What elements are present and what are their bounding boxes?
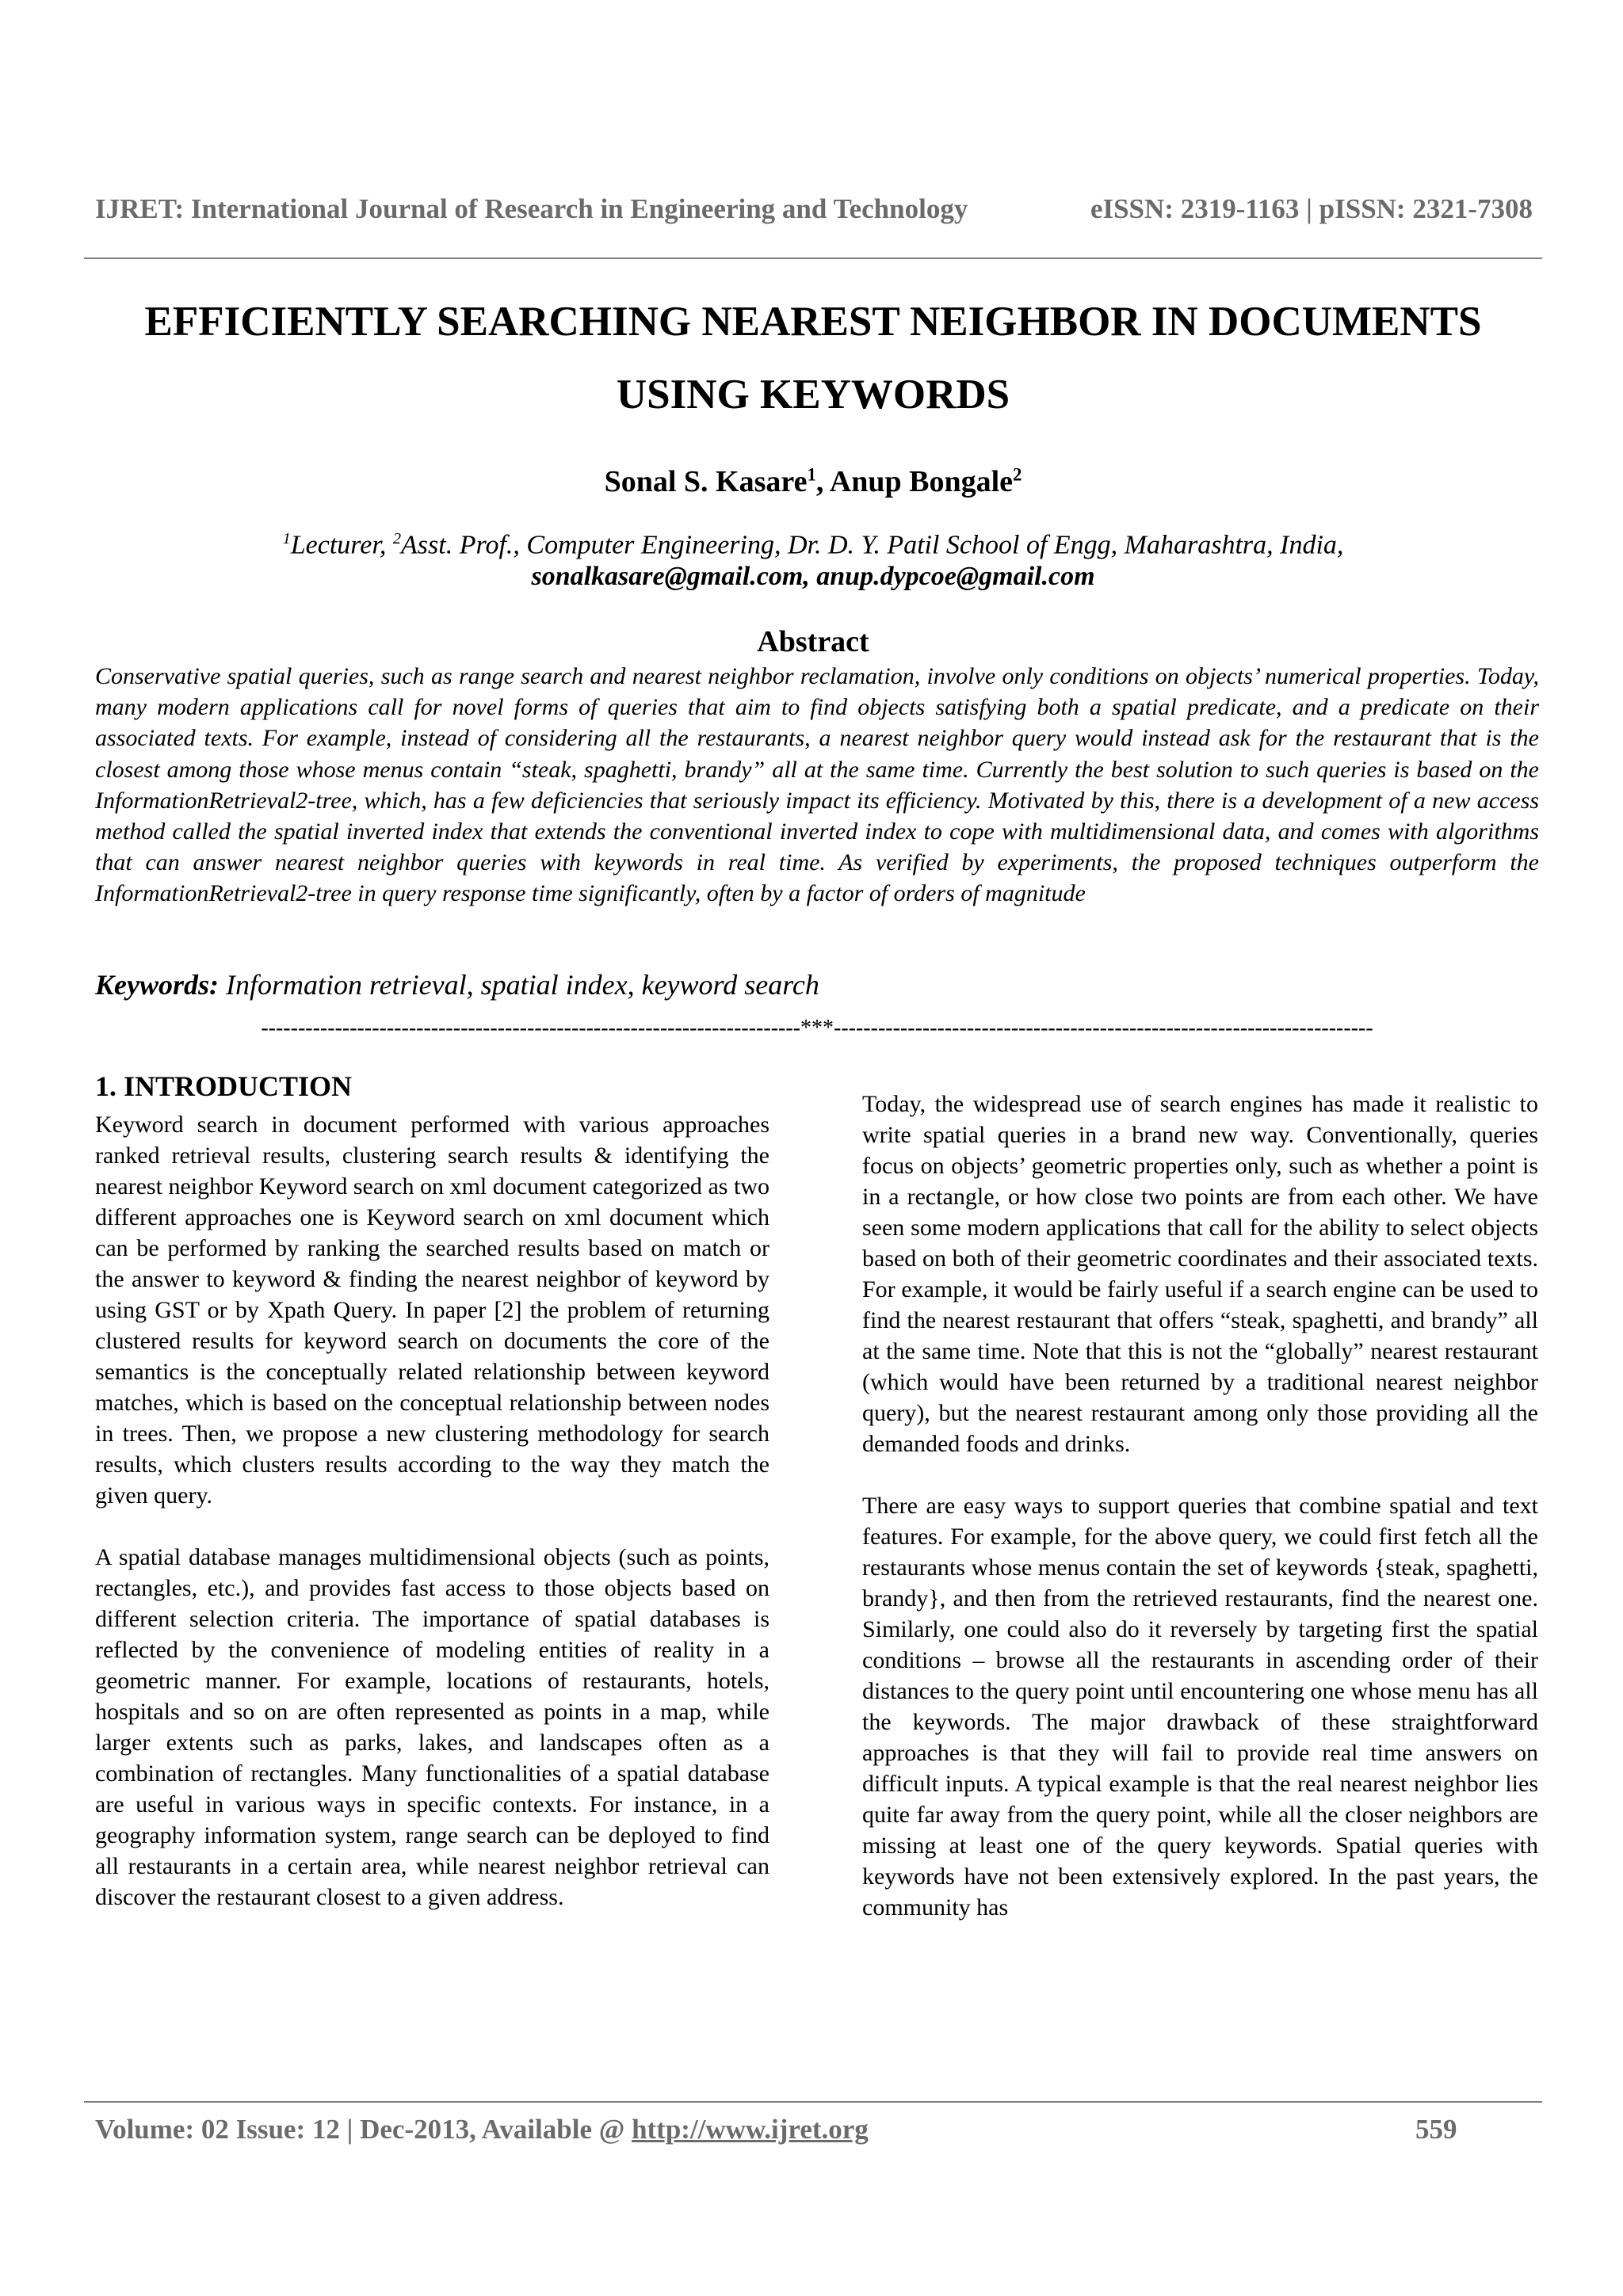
footer — [95, 2114, 869, 2145]
keywords — [95, 968, 1539, 1001]
journal-link[interactable]: http://www.ijret.org — [632, 2114, 869, 2145]
paragraph: Today, the widespread use of search engines has made it realistic to write spatial queries in a brand new way. Conventionally, queries focus on objects’ geometric properties only, such as whether a point is in a rectangle, or how close two points are from each other. We have seen some modern applications that call for the ability to select objects based on both of their geometric coordinates and their associated texts. For example, it would be fairly useful if a search engine can be used to find the nearest restaurant that offers “steak, spaghetti, and brandy” all at the same time. Note that this is not the “globally” nearest restaurant (which would have been returned by a traditional nearest neighbor query), but the nearest restaurant among only those providing all the demanded foods and drinks. — [862, 1091, 1538, 1457]
right-column — [862, 1089, 1538, 1923]
section-heading: 1. INTRODUCTION — [95, 1070, 353, 1102]
author-2-sup: 2 — [1013, 464, 1022, 485]
author-emails: sonalkasare@gmail.com, anup.dypcoe@gmail.com — [531, 562, 1095, 592]
issn: eISSN: 2319-1163 | pISSN: 2321-7308 — [1090, 193, 1533, 224]
author-separator: , — [815, 465, 830, 498]
paper-title — [84, 285, 1542, 431]
paragraph: Keyword search in document performed with various approaches ranked retrieval results, clustering search results & identifying the nearest neighbor Keyword search on xml document categorized as two different approaches one is Keyword search on xml document which can be performed by ranking the searched results based on match or the answer to keyword & finding the nearest neighbor of keyword by using GST or by Xpath Query. In paper [2] the problem of returning clustered results for keyword search on documents the core of the semantics is the conceptually related relationship between keyword matches, which is based on the conceptual relationship between nodes in trees. Then, we propose a new clustering methodology for search results, which clusters results according to the way they match the given query. — [95, 1112, 769, 1508]
affil-sup-1: 1 — [282, 530, 291, 547]
keywords-label: Keywords: — [95, 969, 219, 1001]
author-1: Sonal S. Kasare — [604, 465, 808, 498]
title-line-2: USING KEYWORDS — [616, 372, 1010, 418]
author-1-sup: 1 — [807, 464, 816, 485]
section-divider: -------------------------------------------------------------------------***------------------------------------------------------------------------- — [261, 1016, 1373, 1040]
keywords-text: Information retrieval, spatial index, keyword search — [219, 969, 819, 1001]
running-header — [95, 193, 1533, 225]
page-number: 559 — [1415, 2114, 1457, 2145]
paragraph: A spatial database manages multidimensional objects (such as points, rectangles, etc.), and provides fast access to those objects based on different selection criteria. The importance of spatial databases is reflected by the convenience of modeling entities of reality in a geometric manner. For example, locations of restaurants, hotels, hospitals and so on are often represented as points in a map, while larger extents such as parks, lakes, and landscapes often as a combination of rectangles. Many functionalities of a spatial database are useful in various ways in specific contexts. For instance, in a geography information system, range search can be deployed to find all restaurants in a certain area, while nearest neighbor retrieval can discover the restaurant closest to a given address. — [95, 1544, 769, 1910]
author-2: Anup Bongale — [829, 465, 1013, 498]
authors — [84, 464, 1542, 499]
affil-part-2: Asst. Prof., Computer Engineering, Dr. D. Y. Patil School of Engg, Maharashtra, India, — [401, 530, 1344, 560]
paragraph: There are easy ways to support queries that combine spatial and text features. For example, for the above query, we could first fetch all the restaurants whose menus contain the set of keywords {steak, spaghetti, brandy}, and then from the retrieved restaurants, find the nearest one. Similarly, one could also do it reversely by targeting first the spatial conditions – browse all the restaurants in ascending order of their distances to the query point until encountering one whose menu has all the keywords. The major drawback of these straightforward approaches is that they will fail to provide real time answers on difficult inputs. A typical example is that the real nearest neighbor lies quite far away from the query point, while all the closer neighbors are missing at least one of the query keywords. Spatial queries with keywords have not been extensively explored. In the past years, the community has — [862, 1493, 1538, 1920]
footer-rule — [84, 2101, 1542, 2103]
title-line-1: EFFICIENTLY SEARCHING NEAREST NEIGHBOR IN DOCUMENTS — [144, 299, 1482, 345]
abstract-text: Conservative spatial queries, such as range search and nearest neighbor reclamation, involve only conditions on objects’ numerical properties. Today, many modern applications call for novel forms of queries that aim to find objects satisfying both a spatial predicate, and a predicate on their associated texts. For example, instead of considering all the restaurants, a nearest neighbor query would instead ask for the restaurant that is the closest among those whose menus contain “steak, spaghetti, brandy” all at the same time. Currently the best solution to such queries is based on the InformationRetrieval2-tree, which, has a few deficiencies that seriously impact its efficiency. Motivated by this, there is a development of a new access method called the spatial inverted index that extends the conventional inverted index to cope with multidimensional data, and comes with algorithms that can answer nearest neighbor queries with keywords in real time. As verified by experiments, the proposed techniques outperform the InformationRetrieval2-tree in query response time significantly, often by a factor of orders of magnitude — [95, 663, 1539, 907]
footer-volume: Volume: 02 Issue: 12 | Dec-2013, Available @ — [95, 2114, 632, 2145]
affil-sup-2: 2 — [392, 530, 402, 547]
abstract-heading: Abstract — [757, 625, 869, 658]
left-column — [95, 1109, 769, 1913]
journal-name: IJRET: International Journal of Research in Engineering and Technology — [95, 193, 968, 224]
header-rule — [84, 257, 1542, 259]
affil-part-1: Lecturer, — [290, 530, 393, 560]
affiliation — [84, 523, 1542, 593]
